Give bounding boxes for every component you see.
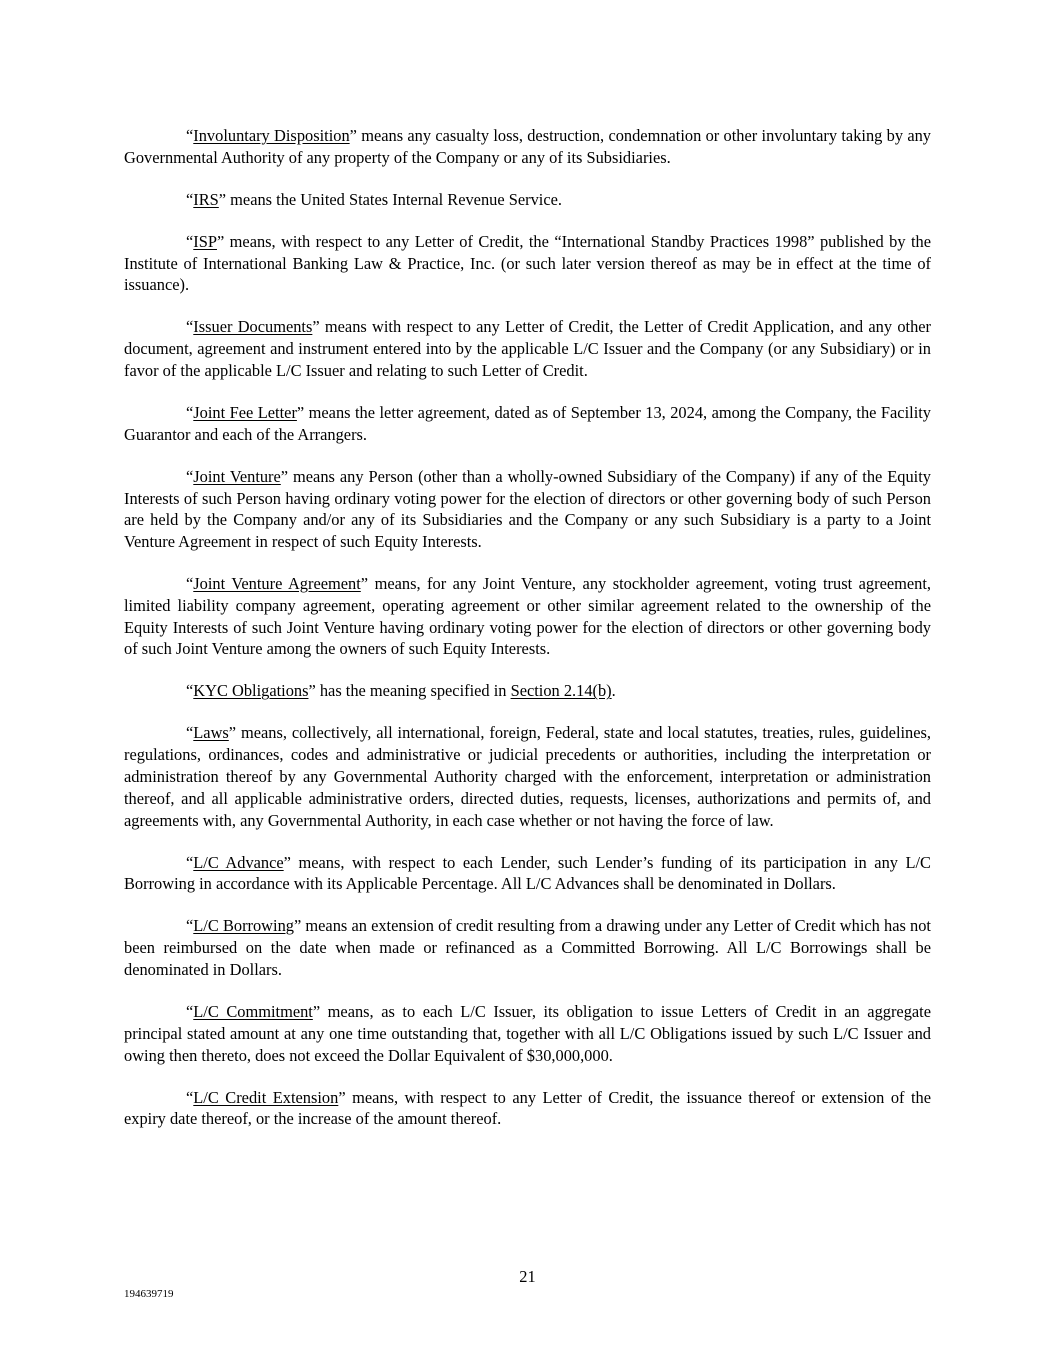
- document-body: [124, 125, 931, 1150]
- definition-lc-commitment: “L/C Commitment” means, as to each L/C Issuer, its obligation to issue Letters of Credit in an aggregate principal stated amount at any one time outstanding that, together with all L/C Obligations issued by such L/C Issuer and owing then thereto, does not exceed the Dollar Equivalent of $30,000,000.: [124, 1001, 931, 1065]
- defined-term: L/C Advance: [193, 852, 284, 872]
- definition-lc-borrowing: “L/C Borrowing” means an extension of credit resulting from a drawing under any Letter of Credit which has not been reimbursed on the date when made or refinanced as a Committed Borrowing. All L/C Borrowings shall be denominated in Dollars.: [124, 916, 931, 979]
- definition-joint-venture-agreement: “Joint Venture Agreement” means, for any Joint Venture, any stockholder agreement, voting trust agreement, limited liability company agreement, operating agreement or other similar agreement related to the ownership of the Equity Interests of such Joint Venture having ordinary voting power for the election of directors or other governing body of such Joint Venture among the owners of such Equity Interests.: [124, 574, 931, 659]
- definition-text: ” has the meaning specified in: [308, 681, 511, 701]
- definition-joint-fee-letter: “Joint Fee Letter” means the letter agreement, dated as of September 13, 2024, among the Company, the Facility Guarantor and each of the Arrangers.: [124, 402, 931, 444]
- defined-term: Laws: [193, 723, 229, 743]
- defined-term: L/C Borrowing: [193, 916, 294, 936]
- definition-isp: “ISP” means, with respect to any Letter of Credit, the “International Standby Practices 1998” published by the Institute of International Banking Law & Practice, Inc. (or such later version thereof as may be in effect at the time of issuance).: [124, 231, 931, 295]
- definition-text: ” means, with respect to any Letter of Credit, the “International Standby Practices 1998” published by the Institute of International Banking Law & Practice, Inc. (or such later version thereof as may be in effect at the time of issuance).: [124, 231, 931, 295]
- defined-term: Involuntary Disposition: [193, 126, 350, 145]
- section-cross-reference: Section 2.14(b): [510, 681, 612, 701]
- definition-involuntary-disposition: “Involuntary Disposition” means any casualty loss, destruction, condemnation or other involuntary taking by any Governmental Authority of any property of the Company or any of its Subsidiaries.: [124, 126, 931, 167]
- definition-laws: “Laws” means, collectively, all international, foreign, Federal, state and local statutes, treaties, rules, guidelines, regulations, ordinances, codes and administrative or judicial precedents or authorities, including the interpretation or administration thereof by any Governmental Authority charged with the enforcement, interpretation or administration thereof, and all applicable administrative orders, directed duties, requests, licenses, authorizations and permits of, and agreements with, any Governmental Authority, in each case whether or not having the force of law.: [124, 723, 931, 830]
- defined-term: Joint Venture Agreement: [193, 574, 361, 594]
- defined-term: KYC Obligations: [193, 681, 309, 701]
- definition-text: ” means an extension of credit resulting from a drawing under any Letter of Credit which has not been reimbursed on the date when made or refinanced as a Committed Borrowing. All L/C Borrowings shall be denominated in Dollars.: [124, 916, 931, 979]
- definition-text: ” means with respect to any Letter of Credit, the Letter of Credit Application, and any other document, agreement and instrument entered into by the applicable L/C Issuer and the Company (or any Subsidiary) or in favor of the applicable L/C Issuer and relating to such Letter of Credit.: [124, 317, 931, 380]
- definition-kyc-obligations: “KYC Obligations” has the meaning specified in Section 2.14(b).: [186, 681, 616, 701]
- defined-term: IRS: [193, 189, 219, 209]
- definition-text: ” means, as to each L/C Issuer, its obligation to issue Letters of Credit in an aggregate principal stated amount at any one time outstanding that, together with all L/C Obligations issued by such L/C Issuer and owing then thereto, does not exceed the Dollar Equivalent of $30,000,000.: [124, 1001, 931, 1065]
- page-number: 21: [519, 1267, 536, 1286]
- defined-term: Joint Fee Letter: [193, 402, 297, 422]
- definition-irs: “IRS” means the United States Internal Revenue Service.: [186, 189, 562, 209]
- defined-term: Issuer Documents: [193, 317, 313, 337]
- definition-text: ” means, with respect to any Letter of Credit, the issuance thereof or extension of the expiry date thereof, or the increase of the amount thereof.: [124, 1087, 931, 1129]
- definition-text: ” means any Person (other than a wholly-owned Subsidiary of the Company) if any of the Equity Interests of such Person having ordinary voting power for the election of directors or other governing body of such Person are held by the Company and/or any of its Subsidiaries and the Company or any such Subsidiary is a party to a Joint Venture Agreement in respect of such Equity Interests.: [124, 466, 931, 552]
- definition-text: ” means any casualty loss, destruction, condemnation or other involuntary taking by any Governmental Authority of any property of the Company or any of its Subsidiaries.: [124, 126, 931, 167]
- definition-joint-venture: “Joint Venture” means any Person (other than a wholly-owned Subsidiary of the Company) if any of the Equity Interests of such Person having ordinary voting power for the election of directors or other governing body of such Person are held by the Company and/or any of its Subsidiaries and the Company or any such Subsidiary is a party to a Joint Venture Agreement in respect of such Equity Interests.: [124, 466, 931, 552]
- definition-text: ” means the United States Internal Revenue Service.: [218, 189, 562, 209]
- definition-text: ” means the letter agreement, dated as of September 13, 2024, among the Company, the Facility Guarantor and each of the Arrangers.: [124, 402, 931, 444]
- document-id: 194639719: [124, 1288, 174, 1300]
- defined-term: ISP: [193, 231, 217, 251]
- definition-lc-credit-extension: “L/C Credit Extension” means, with respect to any Letter of Credit, the issuance thereof or extension of the expiry date thereof, or the increase of the amount thereof.: [124, 1087, 931, 1129]
- definition-lc-advance: “L/C Advance” means, with respect to each Lender, such Lender’s funding of its participation in any L/C Borrowing in accordance with its Applicable Percentage. All L/C Advances shall be denominated in Dollars.: [124, 852, 931, 894]
- defined-term: Joint Venture: [193, 466, 281, 486]
- definition-text: ” means, collectively, all international, foreign, Federal, state and local statutes, treaties, rules, guidelines, regulations, ordinances, codes and administrative or judicial precedents or authorities, including the interpretation or administration thereof by any Governmental Authority charged with the enforcement, interpretation or administration thereof, and all applicable administrative orders, directed duties, requests, licenses, authorizations and permits of, and agreements with, any Governmental Authority, in each case whether or not having the force of law.: [124, 723, 931, 830]
- definition-text: ” means, with respect to each Lender, such Lender’s funding of its participation in any L/C Borrowing in accordance with its Applicable Percentage. All L/C Advances shall be denominated in Dollars.: [124, 852, 931, 894]
- definition-issuer-documents: “Issuer Documents” means with respect to any Letter of Credit, the Letter of Credit Application, and any other document, agreement and instrument entered into by the applicable L/C Issuer and the Company (or any Subsidiary) or in favor of the applicable L/C Issuer and relating to such Letter of Credit.: [124, 317, 931, 380]
- definition-text: ” means, for any Joint Venture, any stockholder agreement, voting trust agreement, limited liability company agreement, operating agreement or other similar agreement related to the ownership of the Equity Interests of such Joint Venture having ordinary voting power for the election of directors or other governing body of such Joint Venture among the owners of such Equity Interests.: [124, 574, 931, 659]
- defined-term: L/C Commitment: [193, 1001, 313, 1021]
- defined-term: L/C Credit Extension: [193, 1087, 339, 1107]
